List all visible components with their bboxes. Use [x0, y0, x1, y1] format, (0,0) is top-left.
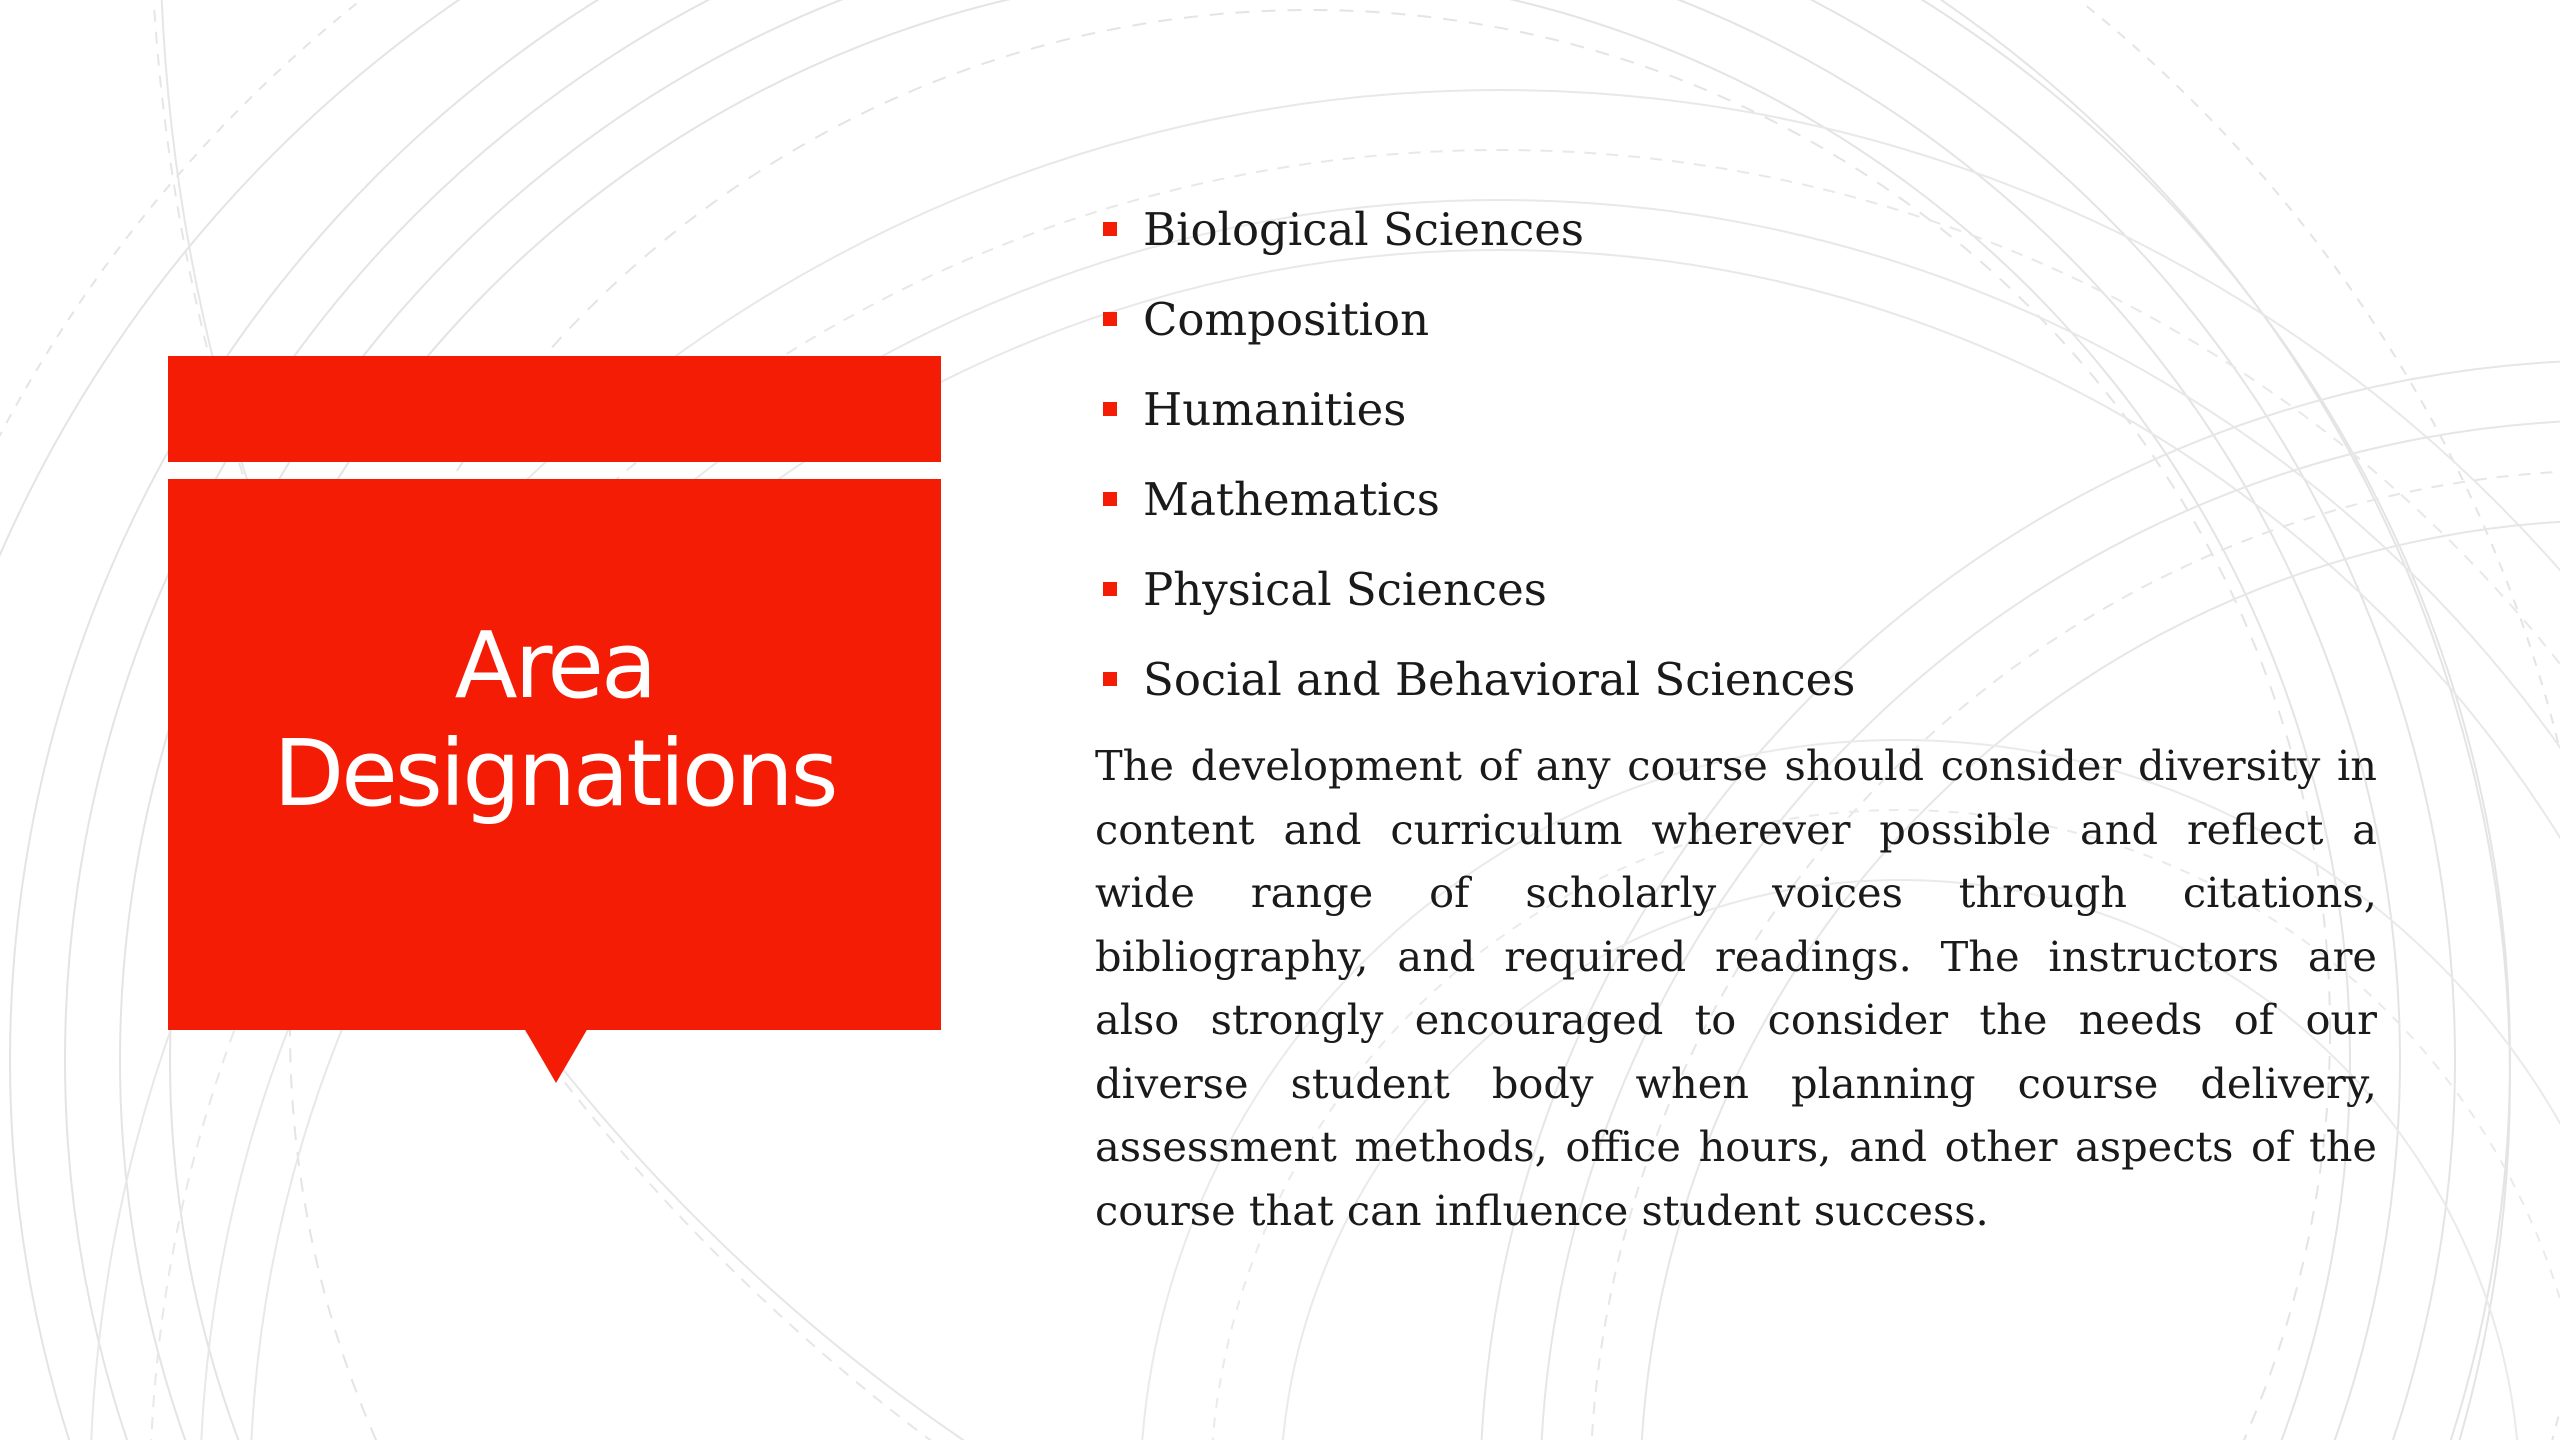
content-area: [1095, 190, 2377, 1242]
title-accent-bar: [168, 356, 941, 462]
callout-pointer-icon: [524, 1028, 588, 1083]
list-item-label: Composition: [1143, 293, 1430, 346]
list-item: [1095, 550, 2377, 640]
list-item: [1095, 460, 2377, 550]
square-bullet-icon: [1103, 582, 1117, 596]
square-bullet-icon: [1103, 312, 1117, 326]
square-bullet-icon: [1103, 222, 1117, 236]
square-bullet-icon: [1103, 672, 1117, 686]
list-item: [1095, 370, 2377, 460]
list-item-label: Humanities: [1143, 383, 1407, 436]
title-line-1: Area: [454, 611, 655, 719]
body-paragraph: The development of any course should consider diversity in content and curriculum wherever possible and reflect a wide range of scholarly voices through citations, bibliography, and required readings. The instructors are also strongly encouraged to consider the needs of our diverse student body when planning course delivery, assessment methods, office hours, and other aspects of the course that can influence student success.: [1095, 741, 2377, 1235]
title-line-2: Designations: [273, 719, 836, 827]
title-callout-box: [168, 479, 941, 1030]
list-item-label: Mathematics: [1143, 473, 1440, 526]
list-item-label: Biological Sciences: [1143, 203, 1584, 256]
list-item: [1095, 280, 2377, 370]
list-item-label: Social and Behavioral Sciences: [1143, 653, 1856, 706]
area-list: [1095, 190, 2377, 730]
list-item: [1095, 640, 2377, 730]
slide-title: [273, 612, 835, 828]
square-bullet-icon: [1103, 402, 1117, 416]
list-item-label: Physical Sciences: [1143, 563, 1547, 616]
square-bullet-icon: [1103, 492, 1117, 506]
list-item: [1095, 190, 2377, 280]
